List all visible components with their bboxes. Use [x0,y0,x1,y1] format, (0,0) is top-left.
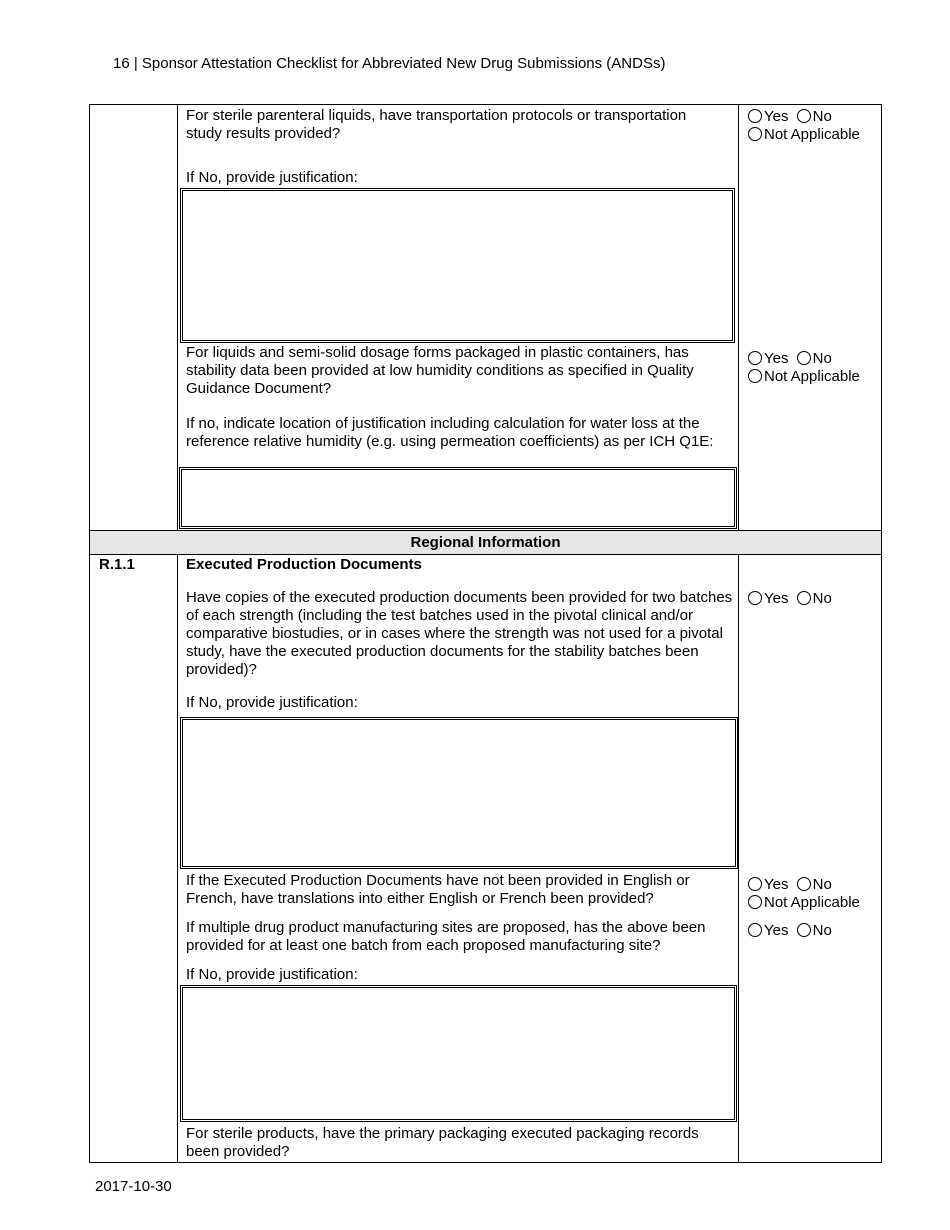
copies-radio-group [748,590,832,608]
humidity-radio-group [748,350,860,386]
question-sterile: For sterile products, have the primary packaging executed packaging records been provided? [186,1125,699,1160]
col-divider-2 [738,105,739,1162]
transport-justification-field[interactable] [180,188,735,343]
humidity-justification-label: If no, indicate location of justification including calculation for water loss at the reference relative humidity (e.g. using permeation coefficients) as per ICH Q1E: [186,415,714,450]
humidity-justification-field[interactable] [179,467,737,529]
translations-na-radio[interactable]: Not Applicable [748,894,860,911]
multisite-justification-field[interactable] [180,985,737,1122]
page-header: 16 | Sponsor Attestation Checklist for Abbreviated New Drug Submissions (ANDSs) [113,55,666,72]
question-copies: Have copies of the executed production documents been provided for two batches of each strength (including the test batches used in the pivotal clinical and/or comparative biostudies, or in cases where the strength was not used for a pivotal study, have the executed production documents for the stability batches been provided)? [186,589,733,678]
checklist-table [89,104,882,1163]
multisite-yes-radio[interactable]: Yes [748,922,788,939]
translations-radio-group [748,876,860,912]
transport-radio-group [748,108,860,144]
transport-justification-label: If No, provide justification: [186,169,358,186]
multisite-justification-label: If No, provide justification: [186,966,358,983]
section-header: Regional Information [90,531,881,554]
multisite-radio-group [748,922,832,940]
question-humidity: For liquids and semi-solid dosage forms packaged in plastic containers, has stability data been provided at low humidity conditions as specified in Quality Guidance Document? [186,344,694,397]
translations-yes-radio[interactable]: Yes [748,876,788,893]
copies-yes-radio[interactable]: Yes [748,590,788,607]
humidity-yes-radio[interactable]: Yes [748,350,788,367]
translations-no-radio[interactable]: No [797,876,832,893]
footer-date: 2017-10-30 [95,1178,172,1195]
humidity-no-radio[interactable]: No [797,350,832,367]
section-code: R.1.1 [99,556,135,573]
section-title: Executed Production Documents [186,556,422,573]
question-multisite: If multiple drug product manufacturing sites are proposed, has the above been provided for at least one batch from each proposed manufacturing site? [186,919,706,954]
transport-na-radio[interactable]: Not Applicable [748,126,860,143]
transport-no-radio[interactable]: No [797,108,832,125]
humidity-na-radio[interactable]: Not Applicable [748,368,860,385]
band-bottom-line [90,554,881,555]
transport-yes-radio[interactable]: Yes [748,108,788,125]
question-transport: For sterile parenteral liquids, have transportation protocols or transportation study results provided? [186,107,687,142]
copies-justification-label: If No, provide justification: [186,694,358,711]
question-translations: If the Executed Production Documents have not been provided in English or French, have translations into either English or French been provided? [186,872,690,907]
col-divider-1 [177,105,178,1162]
copies-justification-field[interactable] [180,717,738,869]
multisite-no-radio[interactable]: No [797,922,832,939]
copies-no-radio[interactable]: No [797,590,832,607]
